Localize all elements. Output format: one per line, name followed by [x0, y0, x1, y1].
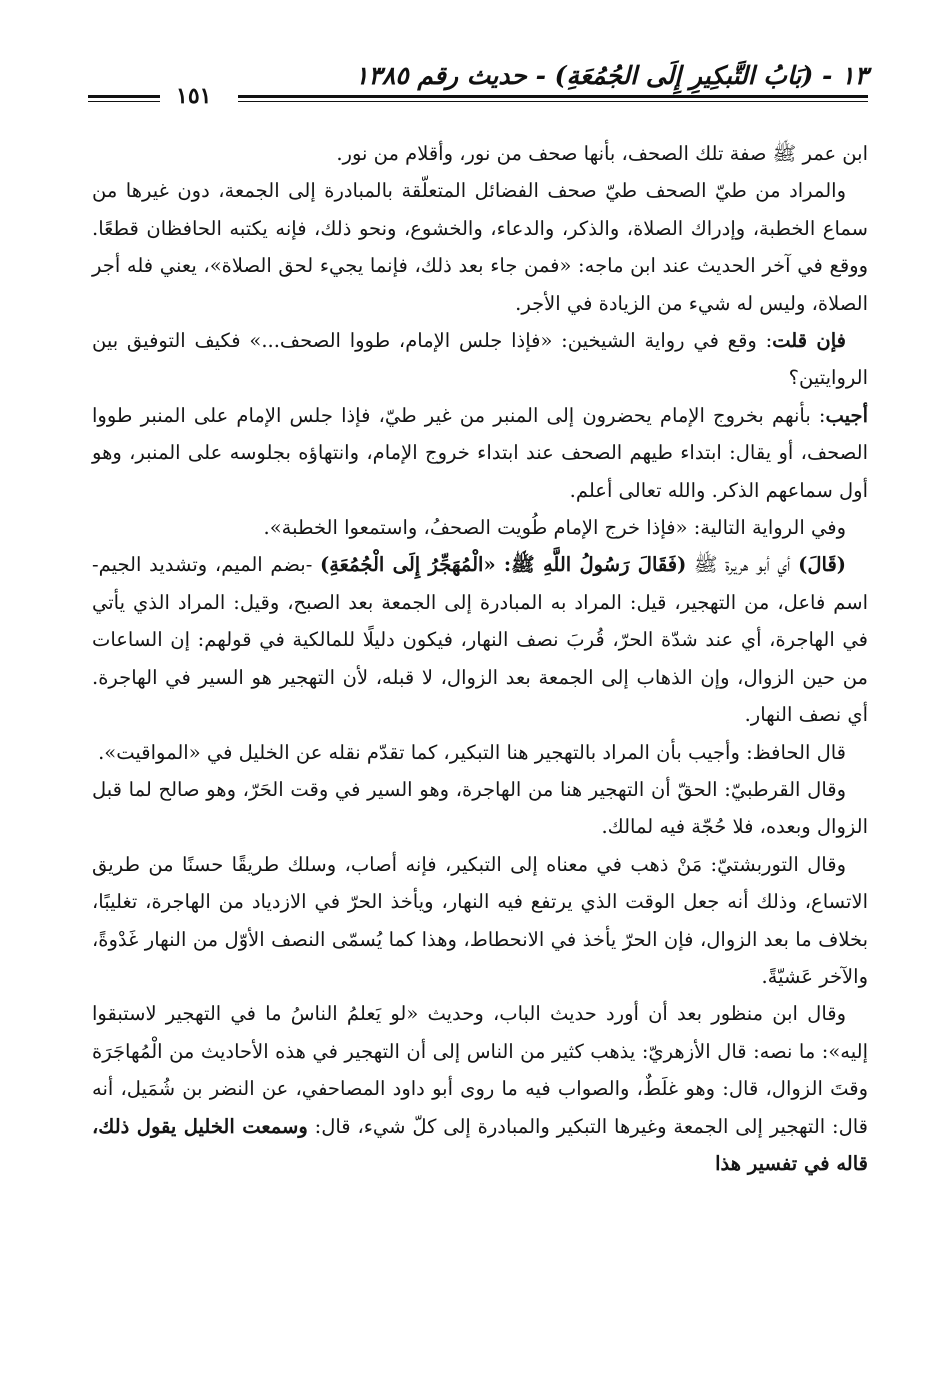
text-segment: وقال القرطبيّ: الحقّ أن التهجير هنا من الهاجرة، وهو السير في وقت الحَرّ، وهو صالح لما قبل الزوال وبعده، فلا حُجّة فيه لمالك.: [92, 777, 868, 839]
paragraph: [92, 135, 868, 172]
text-segment: وقال التوربشتيّ: مَنْ ذهب في معناه إلى التبكير، فإنه أصاب، وسلك طريقًا حسنًا من طريق الاتساع، وذلك أنه جعل الوقت الذي يرتفع فيه النهار، ويأخذ الحرّ في الازدياد من الهاجرة، تغليبًا، بخلاف ما بعد الزوال، فإن الحرّ يأخذ في الانحطاط، وهذا كما يُسمّى النصف الأوّل من النهار غَدْوةً، والآخر عَشيّةً.: [92, 852, 868, 988]
paragraph: [92, 322, 868, 397]
bold-text-segment: (فَقَالَ رَسُولُ اللَّهِ ﷺ: «الْمُهَجِّرُ إِلَى الْجُمُعَةِ): [320, 553, 687, 577]
paragraph: [92, 846, 868, 996]
body-text: [92, 135, 868, 1182]
paragraph: [92, 995, 868, 1182]
paragraph: [92, 172, 868, 322]
text-segment: والمراد من طيّ الصحف طيّ صحف الفضائل المتعلّقة بالمبادرة إلى الجمعة، دون غيرها من سماع الخطبة، وإدراك الصلاة، والذكر، والدعاء، والخشوع، ونحو ذلك، فإنه يكتبه الحافظان قطعًا. ووقع في آخر الحديث عند ابن ماجه: «فمن جاء بعد ذلك، فإنما يجيء لحق الصلاة»، يعني فله أجر الصلاة، وليس له شيء من الزيادة في الأجر.: [92, 179, 868, 315]
paragraph: [92, 771, 868, 846]
text-segment: وقال ابن منظور بعد أن أورد حديث الباب، وحديث «لو يَعلمُ الناسُ ما في التهجير لاستبقوا إليه»: ما نصه: قال الأزهريّ: يذهب كثير من الناس إلى أن التهجير في هذه الأحاديث من الْمُهاجَرَة وقتَ الزوال، قال: وهو غلَطٌ، والصواب فيه ما روى أبو داود المصاحفي، عن النضر بن شُمَيل، أنه قال: التهجير إلى الجمعة وغيرها التبكير والمبادرة إلى كلّ شيء، قال:: [92, 1002, 869, 1138]
text-segment: قال الحافظ: وأجيب بأن المراد بالتهجير هنا التبكير، كما تقدّم نقله عن الخليل في «المواقيت».: [98, 740, 846, 764]
text-segment: وفي الرواية التالية: «فإذا خرج الإمام طُويت الصحفُ، واستمعوا الخطبة».: [263, 516, 846, 540]
text-segment: أي أبو هريرة ﷺ: [686, 553, 799, 577]
bold-text-segment: (قَالَ): [798, 553, 846, 577]
text-segment: -بضم الميم، وتشديد الجيم- اسم فاعل، من التهجير، قيل: المراد به المبادرة إلى الجمعة بعد الصبح، وقيل: المراد الذي يأتي في الهاجرة، أي عند شدّة الحرّ، قُربَ نصف النهار، فيكون دليلًا للمالكية في قولهم: إن الساعات من حين الزوال، وإن الذهاب إلى الجمعة بعد الزوال، لا قبله، لأن التهجير هو السير في الهاجرة. أي نصف النهار.: [92, 553, 868, 727]
page-header: [88, 60, 868, 108]
text-segment: : بأنهم بخروج الإمام يحضرون إلى المنبر من غير طيّ، فإذا جلس الإمام على المنبر طووا الصحف، أو يقال: ابتداء طيهم الصحف عند ابتداء خروج الإمام، وانتهاؤه بجلوسه على المنبر، وهو أول سماعهم الذكر. والله تعالى أعلم.: [92, 403, 868, 502]
header-rule-thin: [238, 101, 868, 102]
header-rule-left: [88, 95, 160, 98]
paragraph: [92, 509, 868, 546]
page-number: ١٥١: [176, 83, 212, 109]
paragraph: [92, 546, 868, 733]
running-title: ١٣ - (بَابُ التَّبكِيرِ إِلَى الجُمُعَةِ) - حديث رقم ١٣٨٥: [355, 61, 868, 90]
header-rule: [238, 95, 868, 98]
header-rule-left-thin: [88, 101, 160, 102]
bold-text-segment: وسمعت الخليل يقول ذلك، قاله في تفسير هذا: [92, 1114, 868, 1175]
paragraph: [92, 734, 868, 771]
bold-text-segment: أجيب: [825, 403, 868, 427]
bold-text-segment: فإن قلت: [772, 329, 847, 353]
paragraph: [92, 397, 868, 509]
text-segment: ابن عمر ﷺ صفة تلك الصحف، بأنها صحف من نور، وأقلام من نور.: [336, 142, 868, 165]
text-segment: : وقع في رواية الشيخين: «فإذا جلس الإمام، طووا الصحف...» فكيف التوفيق بين الروايتين؟: [92, 329, 868, 390]
